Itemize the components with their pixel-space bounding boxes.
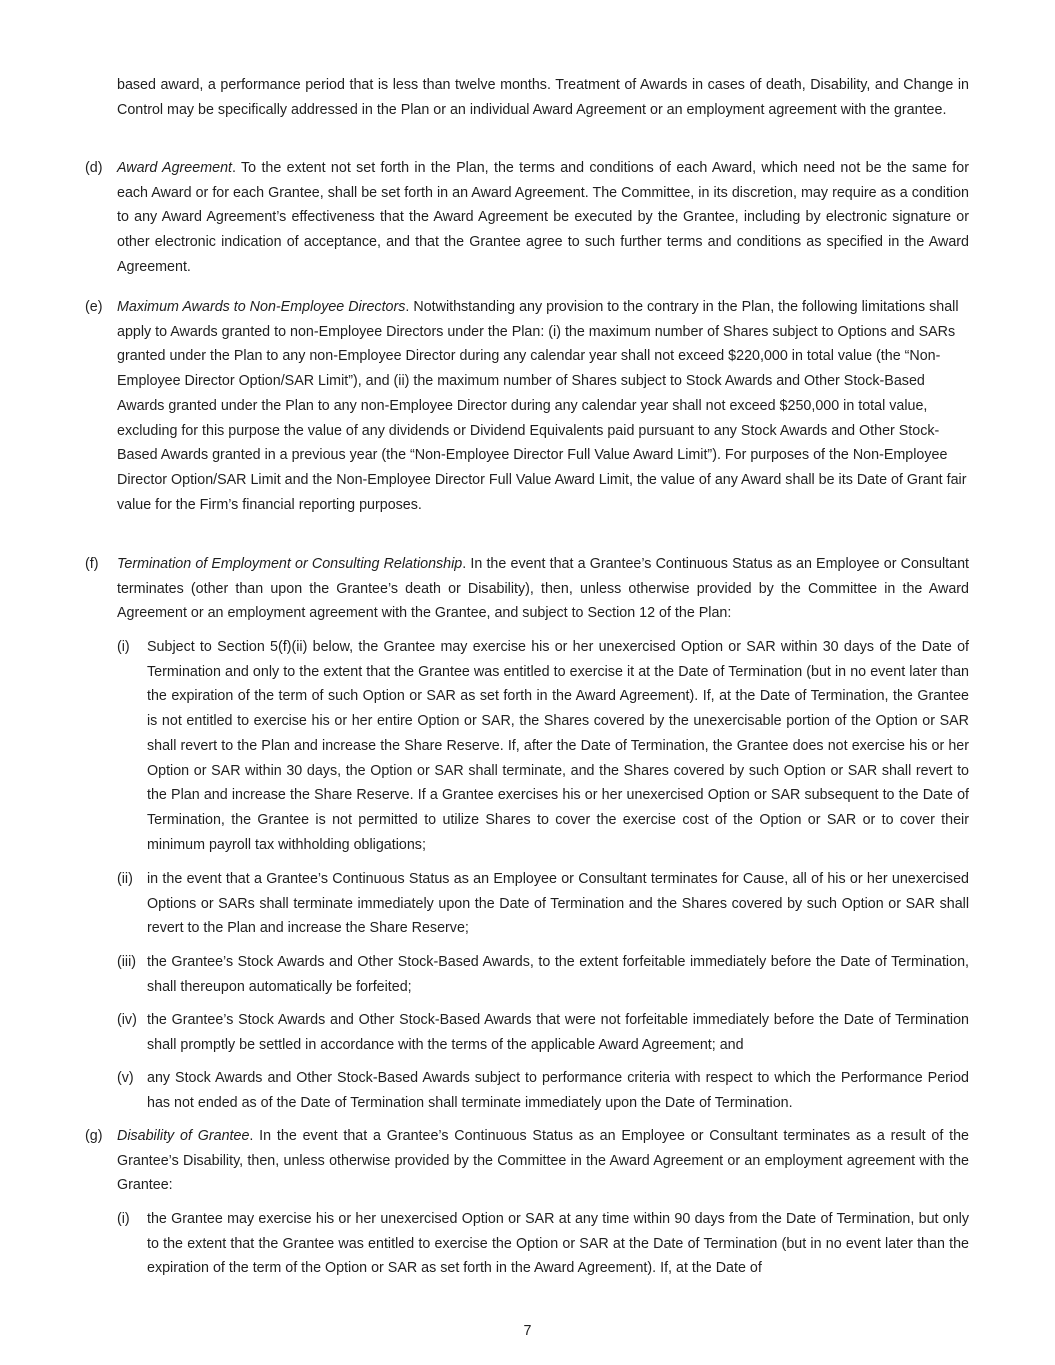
section-f-title: Termination of Employment or Consulting Relationship bbox=[117, 556, 463, 572]
item-g-i-label: (i) bbox=[117, 1211, 130, 1227]
item-f-v-text: any Stock Awards and Other Stock-Based Awards subject to performance criteria with respect to which the Performance Period has not ended as of the Date of Termination shall terminate immediately upon the Date of Termination. bbox=[147, 1070, 969, 1111]
section-g-text: . In the event that a Grantee’s Continuous Status as an Employee or Consultant terminates as a result of the Grantee’s Disability, then, unless otherwise provided by the Committee in the Award Agreement or an employment agreement with the Grantee: bbox=[117, 1128, 970, 1194]
item-f-i-label: (i) bbox=[117, 639, 130, 655]
item-f-v-label: (v) bbox=[117, 1070, 134, 1086]
section-f-label: (f) bbox=[85, 556, 99, 572]
section-d-title: Award Agreement bbox=[117, 160, 232, 176]
section-e-paragraph bbox=[117, 295, 969, 517]
section-d-text: . To the extent not set forth in the Plan, the terms and conditions of each Award, which need not be the same for each Award or for each Grantee, shall be set forth in an Award Agreement. The Committee, in its discretion, may require as a condition to any Award Agreement’s effectiveness that the Award Agreement be executed by the Grantee, including by electronic signature or other electronic indication of acceptance, and that the Grantee agree to such further terms and conditions as specified in the Award Agreement. bbox=[117, 160, 969, 275]
section-g-title: Disability of Grantee bbox=[117, 1128, 250, 1144]
section-f-text: . In the event that a Grantee’s Continuous Status as an Employee or Consultant terminates (other than upon the Grantee’s death or Disability), then, unless otherwise provided by the Committee in the Award Agreement or an employment agreement with the Grantee, and subject to Section 12 of the Plan: bbox=[117, 556, 969, 622]
section-d-paragraph bbox=[117, 156, 969, 280]
section-g-paragraph bbox=[117, 1124, 969, 1198]
section-d-label: (d) bbox=[85, 160, 103, 176]
intro-paragraph: based award, a performance period that is less than twelve months. Treatment of Awards in cases of death, Disability, and Change in Control may be specifically addressed in the Plan or an individual Award Agreement or an employment agreement with the grantee. bbox=[117, 77, 969, 118]
item-f-ii-label: (ii) bbox=[117, 871, 133, 887]
page-number: 7 bbox=[523, 1323, 532, 1339]
section-e-text: . Notwithstanding any provision to the contrary in the Plan, the following limitations shall apply to Awards granted to non-Employee Directors under the Plan: (i) the maximum number of Shares subject to Options and SARs granted under the Plan to any non-Employee Director during any calendar year shall not exceed $220,000 in total value (the “Non-Employee Director Option/SAR Limit”), and (ii) the maximum number of Shares subject to Stock Awards and Other Stock-Based Awards granted under the Plan to any non-Employee Director during any calendar year shall not exceed $250,000 in total value, excluding for this purpose the value of any dividends or Dividend Equivalents paid pursuant to any Stock Awards and Other Stock-Based Awards granted in a previous year (the “Non-Employee Director Full Value Award Limit”). For purposes of the Non-Employee Director Option/SAR Limit and the Non-Employee Director Full Value Award Limit, the value of any Award shall be its Date of Grant fair value for the Firm’s financial reporting purposes. bbox=[117, 299, 967, 513]
item-f-ii-text: in the event that a Grantee’s Continuous Status as an Employee or Consultant terminates for Cause, all of his or her unexercised Options or SARs shall terminate immediately upon the Date of Termination and the Shares covered by such Option or SAR shall revert to the Plan and increase the Share Reserve; bbox=[147, 871, 969, 937]
item-f-iii-text: the Grantee’s Stock Awards and Other Stock-Based Awards, to the extent forfeitable immediately before the Date of Termination, shall thereupon automatically be forfeited; bbox=[147, 954, 969, 995]
item-g-i-text: the Grantee may exercise his or her unexercised Option or SAR at any time within 90 days from the Date of Termination, but only to the extent that the Grantee was entitled to exercise the Option or SAR at the Date of Termination (but in no event later than the expiration of the term of the Option or SAR as set forth in the Award Agreement). If, at the Date of bbox=[147, 1211, 969, 1277]
item-f-iv-text: the Grantee’s Stock Awards and Other Stock-Based Awards that were not forfeitable immediately before the Date of Termination shall promptly be settled in accordance with the terms of the applicable Award Agreement; and bbox=[147, 1012, 969, 1053]
item-f-i-text: Subject to Section 5(f)(ii) below, the Grantee may exercise his or her unexercised Option or SAR within 30 days of the Date of Termination and only to the extent that the Grantee was entitled to exercise it at the Date of Termination (but in no event later than the expiration of the term of such Option or SAR as set forth in the Award Agreement). If, at the Date of Termination, the Grantee is not entitled to exercise his or her entire Option or SAR, the Shares covered by the unexercisable portion of the Option or SAR shall revert to the Plan and increase the Share Reserve. If, after the Date of Termination, the Grantee does not exercise his or her Option or SAR within 30 days, the Option or SAR shall terminate, and the Shares covered by such Option or SAR shall revert to the Plan and increase the Share Reserve. If a Grantee exercises his or her unexercised Option or SAR subsequent to the Date of Termination, the Grantee is not permitted to utilize Shares to cover the exercise cost of the Option or SAR or to cover their minimum payroll tax withholding obligations; bbox=[147, 639, 969, 853]
item-f-iv-label: (iv) bbox=[117, 1012, 137, 1028]
section-g-label: (g) bbox=[85, 1128, 103, 1144]
section-e-label: (e) bbox=[85, 299, 103, 315]
section-e-title: Maximum Awards to Non-Employee Directors bbox=[117, 299, 406, 315]
item-f-iii-label: (iii) bbox=[117, 954, 137, 970]
section-f-paragraph bbox=[117, 552, 969, 626]
